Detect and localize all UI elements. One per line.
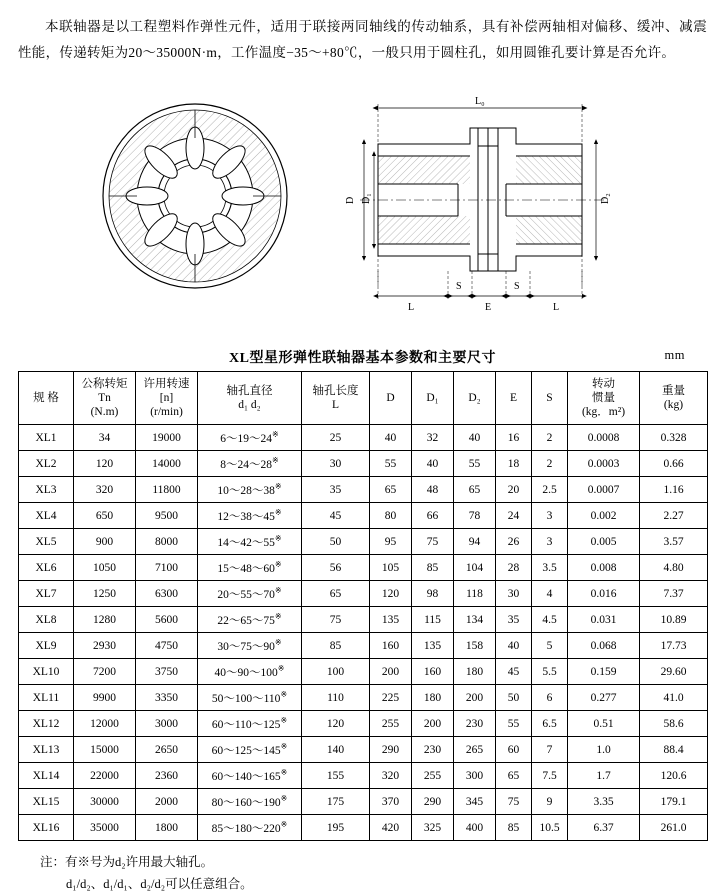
- cell-D2: 78: [454, 503, 496, 529]
- table-row: [19, 685, 708, 711]
- cell-spec: XL8: [19, 607, 74, 633]
- cell-inertia: 0.0003: [568, 451, 640, 477]
- cell-E: 30: [496, 581, 532, 607]
- cell-E: 18: [496, 451, 532, 477]
- cell-inertia: 0.159: [568, 659, 640, 685]
- cell-E: 16: [496, 425, 532, 451]
- cell-weight: 0.328: [640, 425, 708, 451]
- col-header-bore-diameter: [198, 372, 302, 425]
- cell-weight: 17.73: [640, 633, 708, 659]
- col-header-inertia-l3: (kg．m²): [581, 406, 626, 418]
- col-header-borelen-l2: L: [331, 399, 340, 411]
- cell-L: 75: [302, 607, 370, 633]
- cell-spec: XL15: [19, 789, 74, 815]
- cell-D: 290: [370, 737, 412, 763]
- col-header-bore-l2: d₁ d₂: [238, 399, 261, 411]
- cell-bore: 8～24～28※: [198, 451, 302, 477]
- cell-D: 40: [370, 425, 412, 451]
- cell-torque: 7200: [74, 659, 136, 685]
- cell-E: 45: [496, 659, 532, 685]
- cell-torque: 1050: [74, 555, 136, 581]
- table-row: [19, 737, 708, 763]
- cell-L: 100: [302, 659, 370, 685]
- cell-speed: 3000: [136, 711, 198, 737]
- coupling-section-view-figure: [320, 86, 650, 336]
- col-header-weight-l1: 重量: [662, 385, 685, 397]
- cell-torque: 900: [74, 529, 136, 555]
- figures-area: [0, 86, 725, 341]
- max-bore-mark-icon: ※: [280, 793, 288, 803]
- cell-torque: 12000: [74, 711, 136, 737]
- table-notes: [40, 851, 707, 895]
- cell-torque: 2930: [74, 633, 136, 659]
- cell-weight: 58.6: [640, 711, 708, 737]
- cell-D: 255: [370, 711, 412, 737]
- cell-S: 5.5: [532, 659, 568, 685]
- cell-S: 7: [532, 737, 568, 763]
- cell-speed: 2650: [136, 737, 198, 763]
- cell-inertia: 0.002: [568, 503, 640, 529]
- note-line-1: 注：有※号为d₂许用最大轴孔。: [40, 855, 214, 869]
- cell-weight: 10.89: [640, 607, 708, 633]
- col-header-inertia: [568, 372, 640, 425]
- cell-E: 40: [496, 633, 532, 659]
- cell-D1: 66: [412, 503, 454, 529]
- table-row: [19, 425, 708, 451]
- cell-D1: 98: [412, 581, 454, 607]
- cell-S: 2: [532, 451, 568, 477]
- col-header-D2: D₂: [454, 372, 496, 425]
- cell-D1: 135: [412, 633, 454, 659]
- cell-L: 56: [302, 555, 370, 581]
- col-header-S: S: [532, 372, 568, 425]
- max-bore-mark-icon: ※: [280, 715, 288, 725]
- cell-E: 20: [496, 477, 532, 503]
- table-row: [19, 581, 708, 607]
- cell-bore: 6～19～24※: [198, 425, 302, 451]
- cell-D: 420: [370, 815, 412, 841]
- cell-inertia: 0.277: [568, 685, 640, 711]
- cell-L: 120: [302, 711, 370, 737]
- table-row: [19, 633, 708, 659]
- cell-torque: 320: [74, 477, 136, 503]
- cell-speed: 3350: [136, 685, 198, 711]
- cell-L: 140: [302, 737, 370, 763]
- cell-weight: 3.57: [640, 529, 708, 555]
- cell-E: 28: [496, 555, 532, 581]
- cell-D2: 40: [454, 425, 496, 451]
- col-header-bore-length: [302, 372, 370, 425]
- cell-D2: 345: [454, 789, 496, 815]
- max-bore-mark-icon: ※: [274, 559, 282, 569]
- cell-D: 80: [370, 503, 412, 529]
- cell-torque: 35000: [74, 815, 136, 841]
- cell-spec: XL2: [19, 451, 74, 477]
- cell-torque: 34: [74, 425, 136, 451]
- cell-weight: 4.80: [640, 555, 708, 581]
- col-header-weight-l2: (kg): [663, 399, 684, 411]
- dim-label-D1: D₁: [361, 193, 372, 204]
- table-row: [19, 477, 708, 503]
- dim-label-D2: D₂: [600, 193, 611, 204]
- cell-inertia: 3.35: [568, 789, 640, 815]
- table-row: [19, 659, 708, 685]
- max-bore-mark-icon: ※: [274, 637, 282, 647]
- cell-torque: 30000: [74, 789, 136, 815]
- col-header-D: D: [370, 372, 412, 425]
- cell-E: 60: [496, 737, 532, 763]
- cell-bore: 20～55～70※: [198, 581, 302, 607]
- cell-inertia: 0.016: [568, 581, 640, 607]
- cell-L: 65: [302, 581, 370, 607]
- cell-D: 95: [370, 529, 412, 555]
- cell-speed: 4750: [136, 633, 198, 659]
- table-row: [19, 503, 708, 529]
- cell-S: 6.5: [532, 711, 568, 737]
- cell-D1: 85: [412, 555, 454, 581]
- cell-S: 2: [532, 425, 568, 451]
- cell-bore: 10～28～38※: [198, 477, 302, 503]
- note-line-2: d₁/d₂、d₁/d₁、d₂/d₂可以任意组合。: [66, 877, 253, 891]
- cell-inertia: 6.37: [568, 815, 640, 841]
- cell-spec: XL12: [19, 711, 74, 737]
- cell-torque: 9900: [74, 685, 136, 711]
- cell-torque: 1250: [74, 581, 136, 607]
- cell-speed: 11800: [136, 477, 198, 503]
- max-bore-mark-icon: ※: [274, 507, 282, 517]
- cell-spec: XL13: [19, 737, 74, 763]
- cell-D: 55: [370, 451, 412, 477]
- table-header-row: [19, 372, 708, 425]
- max-bore-mark-icon: ※: [274, 533, 282, 543]
- cell-S: 10.5: [532, 815, 568, 841]
- table-title: [18, 347, 707, 367]
- cell-spec: XL3: [19, 477, 74, 503]
- cell-inertia: 0.031: [568, 607, 640, 633]
- col-header-speed-l2: [n]: [159, 392, 174, 404]
- table-row: [19, 529, 708, 555]
- cell-bore: 15～48～60※: [198, 555, 302, 581]
- cell-speed: 2000: [136, 789, 198, 815]
- cell-spec: XL4: [19, 503, 74, 529]
- cell-L: 30: [302, 451, 370, 477]
- cell-S: 2.5: [532, 477, 568, 503]
- cell-weight: 120.6: [640, 763, 708, 789]
- cell-D2: 400: [454, 815, 496, 841]
- cell-D2: 158: [454, 633, 496, 659]
- cell-S: 3.5: [532, 555, 568, 581]
- cell-speed: 6300: [136, 581, 198, 607]
- cell-E: 24: [496, 503, 532, 529]
- cell-bore: 80～160～190※: [198, 789, 302, 815]
- cell-E: 85: [496, 815, 532, 841]
- max-bore-mark-icon: ※: [274, 585, 282, 595]
- table-unit: mm: [664, 348, 685, 362]
- cell-D1: 115: [412, 607, 454, 633]
- max-bore-mark-icon: ※: [280, 767, 288, 777]
- cell-D2: 55: [454, 451, 496, 477]
- cell-bore: 60～110～125※: [198, 711, 302, 737]
- cell-D1: 40: [412, 451, 454, 477]
- dim-label-S-left: S: [456, 281, 462, 292]
- cell-L: 25: [302, 425, 370, 451]
- max-bore-mark-icon: ※: [274, 611, 282, 621]
- cell-S: 9: [532, 789, 568, 815]
- cell-speed: 8000: [136, 529, 198, 555]
- cell-D2: 300: [454, 763, 496, 789]
- col-header-speed-l1: 许用转速: [143, 378, 190, 390]
- cell-D: 120: [370, 581, 412, 607]
- cell-D1: 200: [412, 711, 454, 737]
- cell-spec: XL6: [19, 555, 74, 581]
- cell-E: 55: [496, 711, 532, 737]
- specs-table-body: [19, 425, 708, 841]
- max-bore-mark-icon: ※: [274, 481, 282, 491]
- dim-label-E: E: [485, 302, 492, 313]
- cell-D1: 180: [412, 685, 454, 711]
- cell-inertia: 1.7: [568, 763, 640, 789]
- cell-bore: 14～42～55※: [198, 529, 302, 555]
- cell-L: 85: [302, 633, 370, 659]
- cell-L: 35: [302, 477, 370, 503]
- cell-S: 3: [532, 503, 568, 529]
- cell-D: 65: [370, 477, 412, 503]
- cell-L: 110: [302, 685, 370, 711]
- cell-D1: 290: [412, 789, 454, 815]
- specs-table-block: [18, 347, 707, 841]
- cell-S: 4: [532, 581, 568, 607]
- cell-speed: 1800: [136, 815, 198, 841]
- cell-E: 50: [496, 685, 532, 711]
- max-bore-mark-icon: ※: [272, 429, 279, 439]
- cell-L: 45: [302, 503, 370, 529]
- cell-D1: 32: [412, 425, 454, 451]
- cell-D1: 325: [412, 815, 454, 841]
- cell-torque: 15000: [74, 737, 136, 763]
- dim-label-L0: L₀: [475, 96, 485, 107]
- cell-inertia: 0.068: [568, 633, 640, 659]
- table-title-text: XL型星形弹性联轴器基本参数和主要尺寸: [229, 351, 496, 366]
- cell-D2: 134: [454, 607, 496, 633]
- cell-torque: 1280: [74, 607, 136, 633]
- cell-bore: 30～75～90※: [198, 633, 302, 659]
- col-header-torque-l2: Tn: [98, 392, 111, 404]
- cell-bore: 60～140～165※: [198, 763, 302, 789]
- col-header-inertia-l1: 转动: [592, 378, 615, 390]
- col-header-spec: 规 格: [19, 372, 74, 425]
- cell-speed: 3750: [136, 659, 198, 685]
- cell-D2: 104: [454, 555, 496, 581]
- cell-inertia: 0.0007: [568, 477, 640, 503]
- dim-label-L-right: L: [553, 302, 560, 313]
- cell-spec: XL11: [19, 685, 74, 711]
- cell-L: 195: [302, 815, 370, 841]
- intro-paragraph: 本联轴器是以工程塑料作弹性元件，适用于联接两同轴线的传动轴系，具有补偿两轴相对偏移、缓冲、减震性能，传递转矩为20～35000N·m，工作温度−35～+80℃，一般只用于圆柱孔，如用圆锥孔要计算是否允许。: [18, 19, 707, 60]
- cell-spec: XL1: [19, 425, 74, 451]
- cell-S: 3: [532, 529, 568, 555]
- cell-speed: 5600: [136, 607, 198, 633]
- cell-spec: XL7: [19, 581, 74, 607]
- cell-D: 135: [370, 607, 412, 633]
- cell-D: 320: [370, 763, 412, 789]
- cell-bore: 85～180～220※: [198, 815, 302, 841]
- document-page: [0, 14, 725, 891]
- max-bore-mark-icon: ※: [277, 663, 285, 673]
- cell-D2: 94: [454, 529, 496, 555]
- cell-D: 105: [370, 555, 412, 581]
- cell-D: 225: [370, 685, 412, 711]
- cell-weight: 0.66: [640, 451, 708, 477]
- max-bore-mark-icon: ※: [280, 819, 288, 829]
- max-bore-mark-icon: ※: [272, 455, 279, 465]
- col-header-D1: D₁: [412, 372, 454, 425]
- cell-torque: 120: [74, 451, 136, 477]
- cell-weight: 1.16: [640, 477, 708, 503]
- cell-bore: 60～125～145※: [198, 737, 302, 763]
- cell-weight: 29.60: [640, 659, 708, 685]
- cell-D2: 65: [454, 477, 496, 503]
- cell-bore: 12～38～45※: [198, 503, 302, 529]
- cell-D1: 75: [412, 529, 454, 555]
- dim-label-L-left: L: [408, 302, 415, 313]
- cell-inertia: 0.008: [568, 555, 640, 581]
- cell-D2: 230: [454, 711, 496, 737]
- table-row: [19, 451, 708, 477]
- table-row: [19, 763, 708, 789]
- cell-D: 200: [370, 659, 412, 685]
- cell-weight: 7.37: [640, 581, 708, 607]
- cell-E: 65: [496, 763, 532, 789]
- col-header-torque-l3: (N.m): [90, 406, 119, 418]
- cell-speed: 2360: [136, 763, 198, 789]
- cell-spec: XL5: [19, 529, 74, 555]
- table-row: [19, 711, 708, 737]
- cell-spec: XL10: [19, 659, 74, 685]
- col-header-speed: [136, 372, 198, 425]
- cell-S: 6: [532, 685, 568, 711]
- cell-speed: 9500: [136, 503, 198, 529]
- cell-speed: 7100: [136, 555, 198, 581]
- col-header-speed-l3: (r/min): [150, 406, 183, 418]
- cell-speed: 19000: [136, 425, 198, 451]
- dim-label-S-right: S: [514, 281, 520, 292]
- cell-D2: 200: [454, 685, 496, 711]
- cell-L: 155: [302, 763, 370, 789]
- cell-bore: 40～90～100※: [198, 659, 302, 685]
- cell-spec: XL16: [19, 815, 74, 841]
- cell-inertia: 0.0008: [568, 425, 640, 451]
- cell-E: 75: [496, 789, 532, 815]
- col-header-torque: [74, 372, 136, 425]
- cell-E: 26: [496, 529, 532, 555]
- dim-label-D: D: [345, 196, 356, 204]
- cell-bore: 22～65～75※: [198, 607, 302, 633]
- cell-S: 4.5: [532, 607, 568, 633]
- cell-D1: 230: [412, 737, 454, 763]
- max-bore-mark-icon: ※: [280, 741, 288, 751]
- cell-weight: 88.4: [640, 737, 708, 763]
- cell-weight: 41.0: [640, 685, 708, 711]
- cell-D: 370: [370, 789, 412, 815]
- col-header-bore-l1: 轴孔直径: [226, 385, 273, 397]
- cell-S: 5: [532, 633, 568, 659]
- cell-speed: 14000: [136, 451, 198, 477]
- specs-table: [18, 371, 708, 841]
- max-bore-mark-icon: ※: [280, 689, 288, 699]
- cell-spec: XL14: [19, 763, 74, 789]
- cell-inertia: 0.005: [568, 529, 640, 555]
- cell-D1: 160: [412, 659, 454, 685]
- table-row: [19, 555, 708, 581]
- cell-spec: XL9: [19, 633, 74, 659]
- cell-D2: 265: [454, 737, 496, 763]
- col-header-torque-l1: 公称转矩: [81, 378, 128, 390]
- cell-D1: 48: [412, 477, 454, 503]
- cell-weight: 261.0: [640, 815, 708, 841]
- cell-torque: 22000: [74, 763, 136, 789]
- cell-S: 7.5: [532, 763, 568, 789]
- cell-bore: 50～100～110※: [198, 685, 302, 711]
- col-header-E: E: [496, 372, 532, 425]
- cell-inertia: 1.0: [568, 737, 640, 763]
- table-row: [19, 607, 708, 633]
- cell-D: 160: [370, 633, 412, 659]
- coupling-front-view-figure: [95, 96, 295, 296]
- cell-torque: 650: [74, 503, 136, 529]
- cell-D1: 255: [412, 763, 454, 789]
- cell-L: 175: [302, 789, 370, 815]
- col-header-inertia-l2: 惯量: [592, 392, 615, 404]
- col-header-weight: [640, 372, 708, 425]
- table-row: [19, 789, 708, 815]
- cell-D2: 180: [454, 659, 496, 685]
- cell-weight: 179.1: [640, 789, 708, 815]
- cell-E: 35: [496, 607, 532, 633]
- cell-L: 50: [302, 529, 370, 555]
- col-header-borelen-l1: 轴孔长度: [312, 385, 359, 397]
- cell-weight: 2.27: [640, 503, 708, 529]
- table-row: [19, 815, 708, 841]
- cell-inertia: 0.51: [568, 711, 640, 737]
- cell-D2: 118: [454, 581, 496, 607]
